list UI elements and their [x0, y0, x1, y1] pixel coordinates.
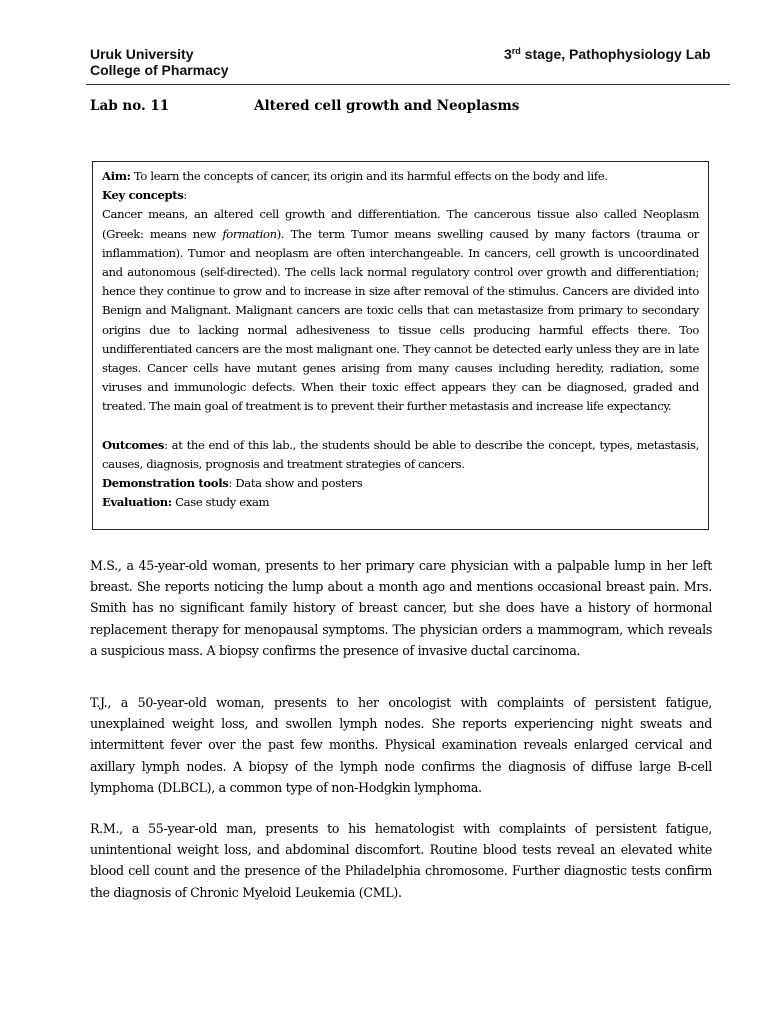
aim-text: To learn the concepts of cancer, its origin and its harmful effects on the body and life. [130, 169, 608, 183]
evaluation-label: Evaluation: [102, 495, 172, 510]
case-study-1: M.S., a 45-year-old woman, presents to her primary care physician with a palpable lump in her left breast. She reports noticing the lump about a month ago and mentions occasional breast pain. Mrs. Smith has no significant family history of breast cancer, but she does have a history of hormonal replacement therapy for menopausal symptoms. The physician orders a mammogram, which reveals a suspicious mass. A biopsy confirms the presence of invasive ductal carcinoma. [90, 558, 712, 658]
stage-suffix: rd [511, 46, 521, 56]
tools-line [102, 474, 699, 493]
key-concepts-heading [102, 186, 699, 205]
institution-header [90, 46, 229, 78]
header-divider [86, 84, 730, 85]
outcomes-paragraph [102, 436, 699, 474]
key-concepts-label: Key concepts [102, 188, 184, 203]
aim-line [102, 167, 699, 186]
lab-title: Altered cell growth and Neoplasms [254, 98, 520, 114]
key-concepts-paragraph [102, 205, 699, 416]
key-concepts-text-2: ). The term Tumor means swelling caused by many factors (trauma or inflammation). Tumor and neoplasm are often interchangeable. In cancers, cell growth is uncoordinated and autonomous (self-directed). The cells lack normal regulatory control over growth and differentiation; hence they continue to grow and to increase in size after removal of the stimulus. Cancers are divided into Benign and Malignant. Malignant cancers are toxic cells that can metastasize from primary to secondary origins due to lacking normal adhesiveness to tissue cells producing harmful effects there. Too undifferentiated cancers are the most malignant one. They cannot be detected early unless they are in late stages. Cancer cells have mutant genes arising from many causes including heredity, radiation, some viruses and immunologic defects. When their toxic effect appears they can be diagnosed, graded and treated. The main goal of treatment is to prevent their further metastasis and increase life expectancy. [102, 226, 699, 414]
evaluation-line [102, 493, 699, 512]
key-concepts-text-1: Cancer means, an altered cell growth and differentiation. The cancerous tissue also called Neoplasm (Greek: means new [102, 207, 699, 241]
university-name: Uruk University [90, 46, 194, 62]
case-study-2: T.J., a 50-year-old woman, presents to her oncologist with complaints of persistent fatigue, unexplained weight loss, and swollen lymph nodes. She reports experiencing night sweats and intermittent fever over the past few months. Physical examination reveals enlarged cervical and axillary lymph nodes. A biopsy of the lymph node confirms the diagnosis of diffuse large B-cell lymphoma (DLBCL), a common type of non-Hodgkin lymphoma. [90, 695, 712, 795]
formation-word: formation [222, 226, 277, 241]
evaluation-text: Case study exam [171, 495, 270, 510]
key-concepts-colon: : [183, 188, 187, 203]
stage-course: stage, Pathophysiology Lab [520, 46, 711, 62]
college-name: College of Pharmacy [90, 62, 229, 78]
course-stage-header [504, 46, 711, 62]
case-study-3: R.M., a 55-year-old man, presents to his hematologist with complaints of persistent fatigue, unintentional weight loss, and abdominal discomfort. Routine blood tests reveal an elevated white blood cell count and the presence of the Philadelphia chromosome. Further diagnostic tests confirm the diagnosis of Chronic Myeloid Leukemia (CML). [90, 821, 712, 900]
tools-text: : Data show and posters [228, 476, 363, 491]
tools-label: Demonstration tools [102, 476, 229, 491]
aim-label: Aim: [102, 169, 131, 183]
lab-summary-box [92, 161, 709, 530]
stage-number: 3 [504, 46, 512, 62]
outcomes-label: Outcomes [102, 437, 165, 452]
lab-number: Lab no. 11 [90, 98, 170, 114]
outcomes-text: : at the end of this lab., the students should be able to describe the concept, types, metastasis, causes, diagnosis, prognosis and treatment strategies of cancers. [102, 437, 699, 471]
